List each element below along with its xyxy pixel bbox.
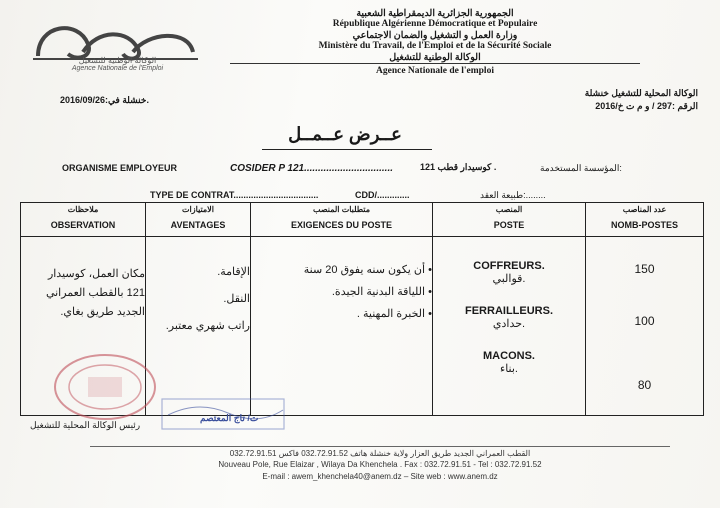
header-observation: ملاحظات OBSERVATION: [21, 203, 146, 237]
header-ar-agency: الوكالة الوطنية للتشغيل: [389, 53, 481, 63]
posts-cell: [433, 237, 586, 416]
logo-text-fr: Agence Nationale de l'Emploi: [71, 65, 164, 72]
footer-ar-address: القطب العمراني الجديد طريق العزار ولاية خنشلة هاتف 032.72.91.52 فاكس 032.72.91.51: [229, 449, 531, 458]
requirement-item: • اللياقة البدنية الجيدة.: [331, 286, 432, 298]
employer-value-ar: كوسيدار قطب 121 .: [420, 162, 497, 172]
header-requirements: متطلبات المنصب EXIGENCES DU POSTE: [251, 203, 433, 237]
requirement-item: • أن يكون سنه يفوق 20 سنة: [303, 264, 432, 276]
post-count: 100: [634, 314, 655, 328]
director-stamp-text: ت/ تاج المعتصم: [200, 413, 259, 423]
requirement-item: • الخبرة المهنية .: [356, 308, 432, 320]
post-count: 150: [634, 262, 655, 276]
contract-value: CDD/.............: [355, 190, 410, 200]
post-name-ar: قوالبي.: [492, 273, 526, 285]
header-advantages: الامتيازات AVENTAGES: [146, 203, 251, 237]
observation-cell: مكان العمل، كوسيدار 121 بالقطب العمراني الجديد طريق بغاي.: [21, 237, 146, 416]
header-fr-republic: République Algérienne Démocratique et Populaire: [332, 19, 538, 29]
reference-number: الرقم :297 / و م ت خ/2016: [595, 101, 698, 111]
table-header-row: [21, 203, 704, 237]
post-name-fr: MACONS.: [483, 350, 535, 362]
employer-label-ar: المؤسسة المستخدمة:: [540, 163, 622, 173]
post-name-fr: COFFREURS.: [473, 260, 545, 272]
header-fr-agency: Agence Nationale de l'emploi: [376, 66, 494, 76]
official-stamp: [50, 352, 160, 422]
header-count: عدد المناصب NOMB-POSTES: [586, 203, 704, 237]
title-underline: [262, 149, 432, 150]
post-count: 80: [637, 378, 652, 392]
post-name-ar: بناء.: [500, 363, 518, 375]
footer-rule: [90, 446, 670, 447]
place-date: خنشلة في:2016/09/26.: [60, 95, 149, 105]
post-name-ar: حدادي.: [492, 318, 526, 330]
header-rule: [230, 63, 640, 64]
contract-label-ar: طبيعة العقد:........: [480, 190, 546, 200]
header-ar-republic: الجمهورية الجزائرية الديمقراطية الشعبية: [356, 9, 514, 19]
footer-email: E-mail : awem_khenchela40@anem.dz – Site web : www.anem.dz: [262, 472, 498, 481]
header-fr-ministry: Ministère du Travail, de l'Emploi et de la Sécurité Sociale: [318, 41, 552, 51]
page-title: عــرض عــمــل: [288, 124, 402, 144]
header-ar-ministry: وزارة العمل و التشغيل والضمان الاجتماعي: [352, 31, 518, 41]
local-agency: الوكالة المحلية للتشغيل خنشلة: [584, 88, 698, 98]
header-post: المنصب POSTE: [433, 203, 586, 237]
contract-label-fr: TYPE DE CONTRAT..................................: [150, 190, 319, 200]
logo-text-ar: الوكالة الوطنية للتشغيل: [78, 56, 157, 65]
employer-label-fr: ORGANISME EMPLOYEUR: [62, 163, 178, 173]
requirements-cell: [251, 237, 433, 416]
advantages-cell: الإقامة. النقل. راتب شهري معتبر.: [146, 237, 251, 416]
post-name-fr: FERRAILLEURS.: [465, 305, 553, 317]
employer-value-fr: COSIDER P 121................................: [230, 163, 394, 174]
signature-label: رئيس الوكالة المحلية للتشغيل: [30, 420, 141, 430]
footer-fr-address: Nouveau Pole, Rue Elaizar , Wilaya Da Khenchela . Fax : 032.72.91.51 - Tel : 032.72.91.52: [218, 460, 542, 469]
counts-cell: [586, 237, 704, 416]
